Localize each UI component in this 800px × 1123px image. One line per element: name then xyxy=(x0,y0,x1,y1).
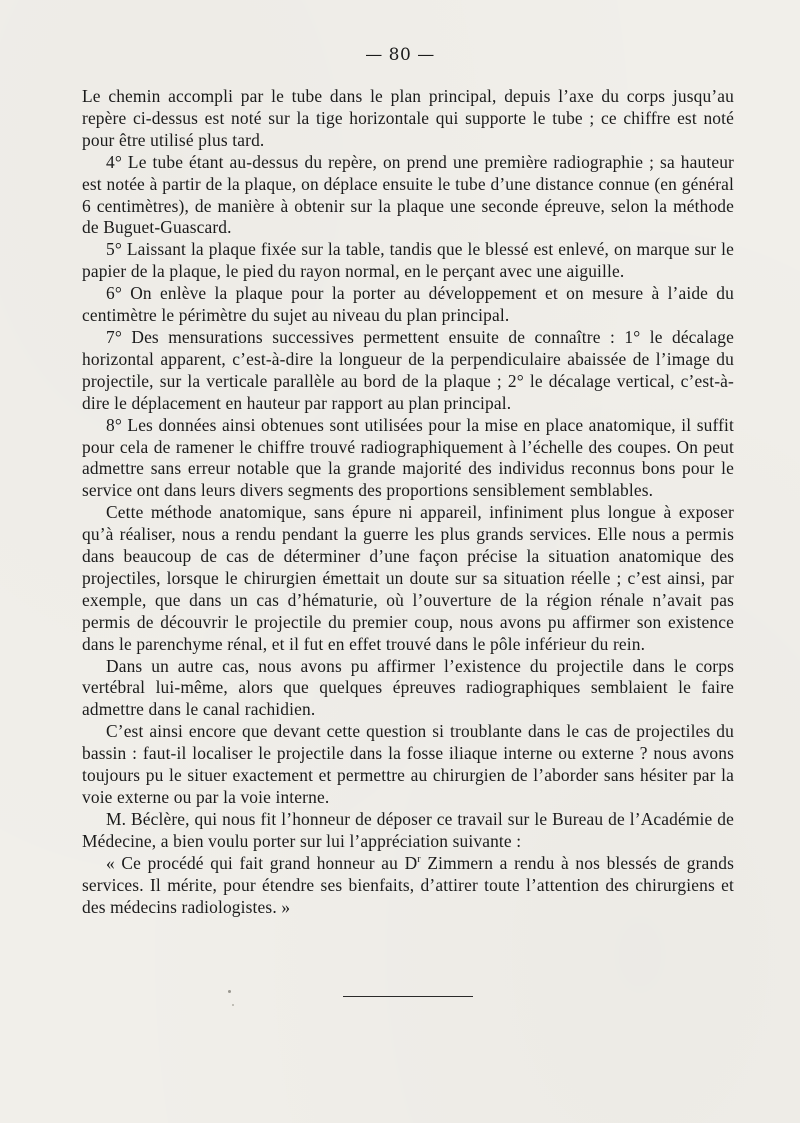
quotation-end: Zimmern a rendu à nos blessés de grands services. Il mérite, pour étendre ses bienfaits, d’attirer toute l’attention des chirurgiens et des médecins radiologistes. » xyxy=(82,852,734,917)
body-text xyxy=(82,86,734,918)
paragraph-intro: Le chemin accompli par le tube dans le plan principal, depuis l’axe du corps jusqu’au repère ci-dessus est noté sur la tige horizontale qui supporte le tube ; ce chiffre est noté pour être utilisé plus tard. xyxy=(82,86,734,150)
quotation-start: « Ce procédé qui fait grand honneur au D xyxy=(106,852,418,873)
quotation xyxy=(82,853,734,919)
paragraph-step-8: 8° Les données ainsi obtenues sont utilisées pour la mise en place anatomique, il suffit pour cela de ramener le chiffre trouvé radiographiquement à l’échelle des coupes. On peut admettre sans erreur notable que la grande majorité des individus reconnus bons pour le service ont dans leurs divers segments des proportions sensiblement semblables. xyxy=(82,414,734,501)
section-end-rule xyxy=(343,996,473,997)
paragraph-method: Cette méthode anatomique, sans épure ni appareil, infiniment plus longue à exposer qu’à réaliser, nous a rendu pendant la guerre les plus grands services. Elle nous a permis dans beaucoup de cas de déterminer d’une façon précise la situation anatomique des projectiles, lorsque le chirurgien émettait un doute sur sa situation réelle ; c’est ainsi, par exemple, que dans un cas d’hématurie, où l’ouverture de la région rénale n’avait pas permis de découvrir le projectile du premier coup, nous avons pu affirmer son existence dans le parenchyme rénal, et il fut en effet trouvé dans le pôle inférieur du rein. xyxy=(82,502,734,654)
paragraph-vertebral-case: Dans un autre cas, nous avons pu affirmer l’existence du projectile dans le corps vertébral lui-même, alors que quelques épreuves radiographiques semblaient le faire admettre dans le canal rachidien. xyxy=(82,655,734,720)
paper-speck xyxy=(228,990,231,993)
paragraph-step-6: 6° On enlève la plaque pour la porter au développement et on mesure à l’aide du centimètre le périmètre du sujet au niveau du plan principal. xyxy=(82,283,734,326)
quotation-superscript: r xyxy=(417,853,421,865)
paragraph-step-7: 7° Des mensurations successives permettent ensuite de connaître : 1° le décalage horizontal apparent, c’est-à-dire la longueur de la perpendiculaire abaissée de l’image du projectile, sur la verticale parallèle au bord de la plaque ; 2° le décalage vertical, c’est-à-dire le déplacement en hauteur par rapport au plan principal. xyxy=(82,326,734,413)
paragraph-beclere: M. Béclère, qui nous fit l’honneur de déposer ce travail sur le Bureau de l’Académie de Médecine, a bien voulu porter sur lui l’appréciation suivante : xyxy=(82,808,734,851)
paragraph-step-5: 5° Laissant la plaque fixée sur la table, tandis que le blessé est enlevé, on marque sur le papier de la plaque, le pied du rayon normal, en le perçant avec une aiguille. xyxy=(82,239,734,282)
paragraph-pelvis-case: C’est ainsi encore que devant cette question si troublante dans le cas de projectiles du bassin : faut-il localiser le projectile dans la fosse iliaque interne ou externe ? nous avons toujours pu le situer exactement et permettre au chirurgien de l’aborder sans hésiter par la voie externe ou par la voie interne. xyxy=(82,721,734,807)
page-number: — 80 — xyxy=(365,45,435,65)
paper-speck xyxy=(232,1004,234,1006)
paragraph-step-4: 4° Le tube étant au-dessus du repère, on prend une première radiographie ; sa hauteur est notée à partir de la plaque, on déplace ensuite le tube d’une distance connue (en général 6 centimètres), de manière à obtenir sur la plaque une seconde épreuve, selon la méthode de Buguet-Guascard. xyxy=(82,151,734,238)
